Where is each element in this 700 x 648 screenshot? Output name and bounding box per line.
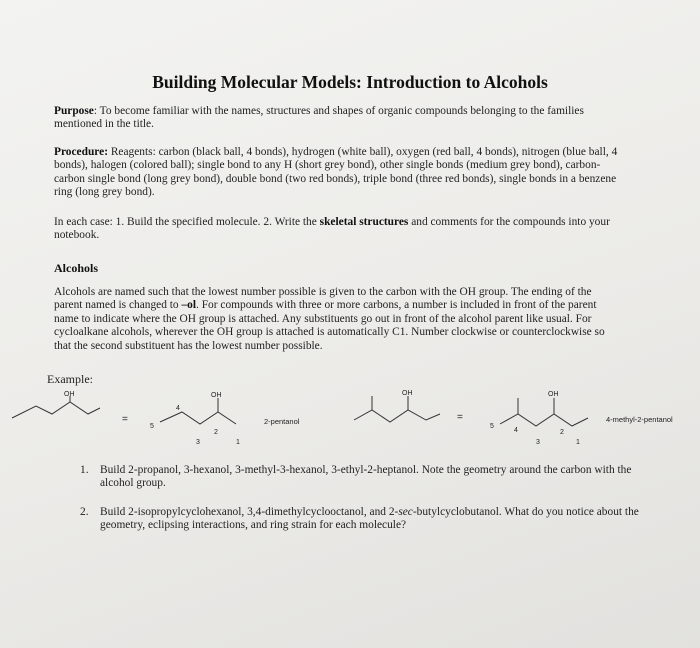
skeletal-chain-2	[160, 412, 236, 424]
each-case-paragraph	[54, 216, 620, 243]
locant-4-mol4: 4	[514, 427, 518, 434]
alcohols-heading: Alcohols	[54, 261, 99, 275]
example-structures	[0, 384, 700, 454]
locant-5-mol2: 5	[150, 423, 154, 430]
task-number-2: 2.	[80, 506, 89, 518]
each-case-bold: skeletal structures	[319, 216, 409, 228]
locant-2-mol2: 2	[214, 429, 218, 436]
locant-4-mol2: 4	[176, 405, 180, 412]
locant-1-mol2: 1	[236, 439, 240, 446]
page-title: Building Molecular Models: Introduction to Alcohols	[152, 72, 548, 92]
skeletal-chain-3	[354, 410, 440, 422]
alcohols-ending: –ol	[181, 299, 197, 312]
procedure-paragraph	[54, 146, 620, 200]
oh-label-2: OH	[211, 392, 222, 399]
compound-name-4-methyl-2-pentanol: 4-methyl-2-pentanol	[606, 415, 673, 424]
equals-sign-1: =	[122, 414, 128, 425]
locant-5-mol4: 5	[490, 423, 494, 430]
compound-name-2-pentanol: 2-pentanol	[264, 417, 300, 426]
task-item-1	[80, 464, 640, 491]
skeletal-chain-1	[12, 402, 100, 418]
alcohols-text-end: . For compounds with three or more carbons, a number is included in front of the parent name to indicate where the OH group is attached. Any substituents go out in front of the alcohol parent like usual. For cycloalkane alcohols, wherever the OH group is attached is automatically C1. Number clockwise or counterclockwise so that the second substituent has the lowest number possible.	[54, 299, 605, 352]
task-item-2	[80, 506, 640, 533]
alcohols-text-start: Alcohols are named such that the lowest number possible is given to the carbon with the OH group. The ending of the parent named is changed to	[54, 286, 592, 312]
equals-sign-2: =	[457, 412, 463, 423]
task-text-2	[100, 506, 640, 533]
locant-1-mol4: 1	[576, 439, 580, 446]
procedure-label: Procedure:	[54, 146, 108, 158]
oh-label-1: OH	[64, 391, 75, 398]
each-case-text-end: and comments for the compounds into your notebook.	[54, 216, 610, 242]
task-2-text-start: Build 2-isopropylcyclohexanol, 3,4-dimethylcyclooctanol, and 2-	[100, 506, 399, 518]
locant-3-mol2: 3	[196, 439, 200, 446]
oh-label-3: OH	[402, 390, 413, 397]
purpose-text: : To become familiar with the names, structures and shapes of organic compounds belonging to the families mentioned in the title.	[54, 105, 584, 131]
skeletal-chain-4	[500, 414, 588, 426]
purpose-label: Purpose	[54, 105, 94, 117]
alcohols-paragraph	[54, 286, 620, 353]
task-2-sec: sec	[398, 506, 413, 518]
procedure-text: Reagents: carbon (black ball, 4 bonds), hydrogen (white ball), oxygen (red ball, 4 bonds), nitrogen (blue ball, 4 bonds), halogen (colored ball); single bond to any H (short grey bond), other single bonds (medium grey bond), carbon-carbon single bond (long grey bond), double bond (two red bonds), triple bond (three red bonds), single bonds in a benzene ring (long grey bond).	[54, 146, 618, 199]
each-case-text-start: In each case: 1. Build the specified molecule. 2. Write the	[54, 216, 320, 228]
locant-3-mol4: 3	[536, 439, 540, 446]
oh-label-4: OH	[548, 391, 559, 398]
purpose-paragraph	[54, 105, 620, 132]
task-2-text-end: -butylcyclobutanol. What do you notice about the geometry, eclipsing interactions, and ring strain for each molecule?	[100, 506, 639, 532]
locant-2-mol4: 2	[560, 429, 564, 436]
task-number-1: 1.	[80, 464, 89, 476]
task-text-1: Build 2-propanol, 3-hexanol, 3-methyl-3-hexanol, 3-ethyl-2-heptanol. Note the geometry around the carbon with the alcohol group.	[100, 464, 632, 490]
example-label: Example:	[47, 372, 93, 386]
